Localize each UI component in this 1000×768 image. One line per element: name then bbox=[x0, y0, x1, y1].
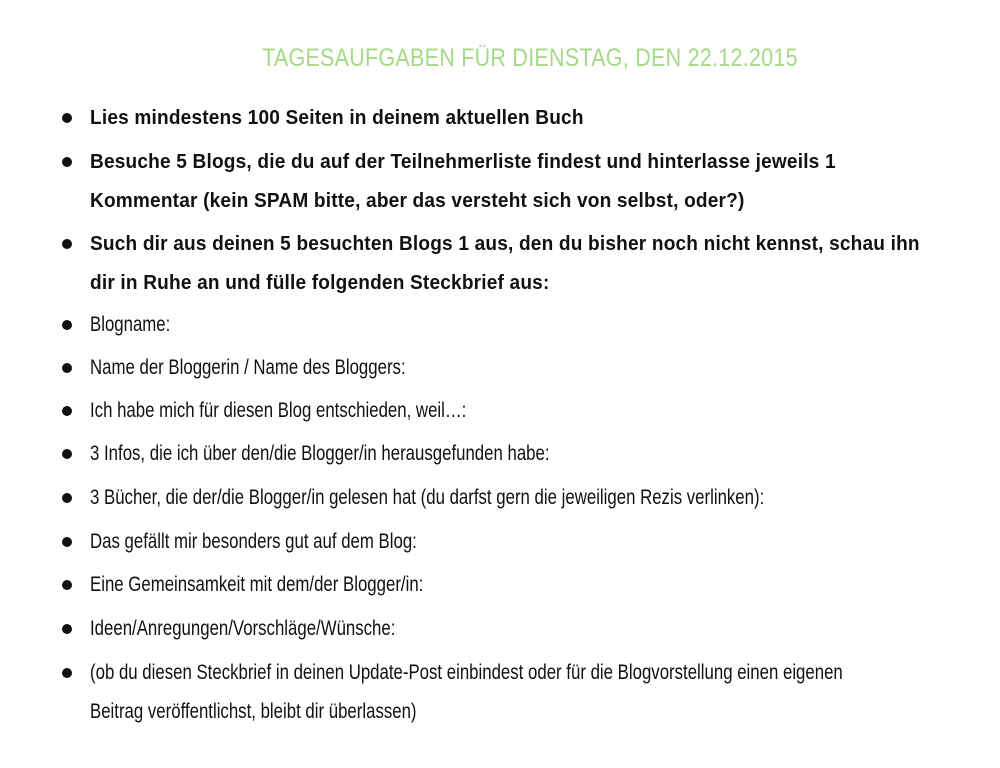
task-text bbox=[90, 142, 836, 220]
bullet-icon bbox=[62, 449, 72, 459]
bullet-icon bbox=[62, 363, 72, 373]
field-line: Beitrag veröffentlichst, bleibt dir überlassen) bbox=[90, 700, 417, 723]
field-line: 3 Bücher, die der/die Blogger/in gelesen hat (du darfst gern die jeweiligen Rezis verlinken): bbox=[90, 486, 765, 509]
field-line: Blogname: bbox=[90, 313, 171, 336]
profile-field bbox=[90, 348, 406, 387]
field-line: Das gefällt mir besonders gut auf dem Blog: bbox=[90, 530, 417, 553]
bullet-icon bbox=[62, 624, 72, 634]
profile-field bbox=[90, 522, 417, 561]
bullet-icon bbox=[62, 537, 72, 547]
bullet-icon bbox=[62, 493, 72, 503]
bullet-icon bbox=[62, 157, 72, 167]
task-text bbox=[90, 98, 584, 137]
profile-field bbox=[90, 478, 764, 517]
bullet-icon bbox=[62, 580, 72, 590]
field-line: Ich habe mich für diesen Blog entschieden, weil…: bbox=[90, 399, 467, 422]
profile-field bbox=[90, 653, 843, 731]
task-line: Besuche 5 Blogs, die du auf der Teilnehmerliste findest und hinterlasse jeweils 1 bbox=[90, 150, 836, 173]
bullet-icon bbox=[62, 406, 72, 416]
profile-field bbox=[90, 305, 170, 344]
bullet-icon bbox=[62, 668, 72, 678]
field-line: 3 Infos, die ich über den/die Blogger/in herausgefunden habe: bbox=[90, 442, 550, 465]
task-line: Such dir aus deinen 5 besuchten Blogs 1 aus, den du bisher noch nicht kennst, schau ihn bbox=[90, 232, 920, 255]
task-line: Lies mindestens 100 Seiten in deinem aktuellen Buch bbox=[90, 106, 584, 129]
profile-field bbox=[90, 609, 395, 648]
profile-field bbox=[90, 434, 550, 473]
task-line: Kommentar (kein SPAM bitte, aber das versteht sich von selbst, oder?) bbox=[90, 189, 745, 212]
field-line: (ob du diesen Steckbrief in deinen Update-Post einbindest oder für die Blogvorstellung einen eigenen bbox=[90, 661, 843, 684]
bullet-icon bbox=[62, 239, 72, 249]
task-line: dir in Ruhe an und fülle folgenden Steckbrief aus: bbox=[90, 271, 550, 294]
profile-field bbox=[90, 391, 466, 430]
field-line: Name der Bloggerin / Name des Bloggers: bbox=[90, 356, 406, 379]
field-line: Ideen/Anregungen/Vorschläge/Wünsche: bbox=[90, 617, 396, 640]
task-text bbox=[90, 224, 920, 302]
bullet-icon bbox=[62, 113, 72, 123]
bullet-icon bbox=[62, 320, 72, 330]
field-line: Eine Gemeinsamkeit mit dem/der Blogger/in: bbox=[90, 573, 424, 596]
page-title: TAGESAUFGABEN FÜR DIENSTAG, DEN 22.12.2015 bbox=[262, 44, 798, 72]
profile-field bbox=[90, 565, 423, 604]
